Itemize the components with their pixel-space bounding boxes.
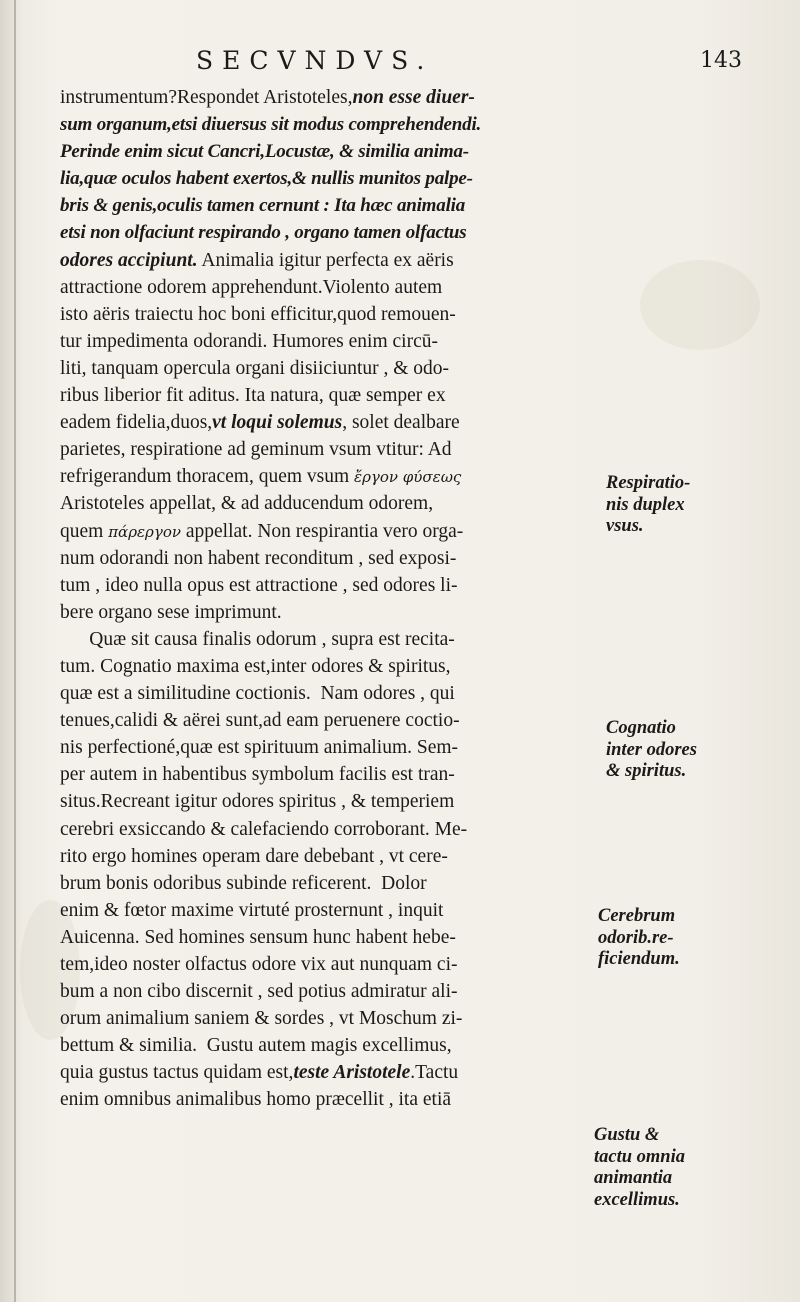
margin-note-line: Cerebrum [598, 906, 676, 926]
text-line [60, 788, 600, 815]
text-line [60, 1032, 600, 1059]
text-run: orum animalium saniem & sordes , vt Moschum zi- [60, 1008, 463, 1030]
text-run: per autem in habentibus symbolum facilis est tran- [60, 764, 455, 786]
italic-run: vt loqui solemus [212, 412, 343, 434]
margin-note-line: nis duplex [606, 494, 685, 515]
text-line [60, 1005, 600, 1032]
text-run: bum a non cibo discernit , sed potius admiratur ali- [60, 981, 458, 1003]
text-run: , solet dealbare [342, 412, 460, 434]
text-run: Animalia igitur perfecta ex aëris [197, 249, 454, 271]
text-line [60, 843, 600, 870]
paper-stain [640, 260, 760, 350]
margin-note-line: Cognatio [606, 718, 676, 738]
italic-run: non esse diuer- [352, 87, 475, 108]
text-run: tum. Cognatio maxima est,inter odores & spiritus, [60, 655, 451, 677]
margin-note-line: & spiritus. [606, 761, 687, 781]
margin-note-line: ficiendum. [598, 949, 680, 969]
text-line [60, 436, 600, 463]
italic-run: odores accipiunt. [60, 249, 198, 271]
text-line [60, 545, 600, 572]
italic-run: teste Aristotele [293, 1062, 411, 1084]
text-line [60, 599, 600, 626]
greek-run: ἔργον φύσεως [354, 468, 462, 487]
text-run: Quæ sit causa finalis odorum , supra est recita- [60, 628, 455, 650]
text-run: ribus liberior fit aditus. Ita natura, quæ semper ex [60, 385, 446, 407]
text-run: rito ergo homines operam dare debebant , vt cere- [60, 845, 448, 867]
margin-note-line: tactu omnia [594, 1146, 685, 1167]
margin-note-cognatio [606, 718, 796, 783]
text-line [60, 897, 600, 924]
text-run: brum bonis odoribus subinde reficerent. Dolor [60, 872, 427, 894]
text-run: bettum & similia. Gustu autem magis excellimus, [60, 1035, 452, 1057]
text-run: instrumentum?Respondet Aristoteles, [60, 87, 353, 108]
text-line [60, 219, 600, 246]
italic-run: lia,quæ oculos habent exertos,& nullis munitos palpe- [60, 168, 473, 190]
text-line [60, 247, 600, 274]
text-line [60, 274, 600, 301]
text-run: eadem fidelia,duos, [60, 412, 213, 434]
margin-note-line: Respiratio- [606, 473, 691, 493]
margin-note-line: odorib.re- [598, 927, 674, 948]
text-run: liti, tanquam opercula organi disiiciuntur , & odo- [60, 357, 450, 379]
text-line [60, 1086, 600, 1113]
text-line [60, 518, 600, 545]
text-run: quæ est a similitudine coctionis. Nam odores , qui [60, 683, 455, 705]
text-line [60, 111, 600, 138]
text-line [60, 978, 600, 1005]
text-run: quem [60, 520, 109, 542]
margin-note-line: Gustu & [594, 1125, 660, 1145]
text-line [60, 924, 600, 951]
text-run: parietes, respiratione ad geminum vsum vtitur: Ad [60, 439, 452, 461]
text-line [60, 138, 600, 165]
text-run: tem,ideo noster olfactus odore vix aut nunquam ci- [60, 954, 458, 975]
margin-note-line: vsus. [606, 516, 644, 536]
text-run: cerebri exsiccando & calefaciendo corroborant. Me- [60, 818, 468, 840]
text-line [60, 84, 600, 111]
text-line [60, 626, 600, 653]
margin-note-respiration [606, 473, 796, 538]
text-run: Aristoteles appellat, & ad adducendum odorem, [60, 493, 434, 515]
text-run: enim & fœtor maxime virtuté prosternunt , inquit [60, 899, 444, 921]
page-number: 143 [700, 48, 742, 73]
margin-note-line: inter odores [606, 739, 697, 760]
page-header [0, 46, 800, 82]
italic-run: sum organum,etsi diuersus sit modus comprehendendi. [60, 114, 482, 136]
text-line [60, 382, 600, 409]
text-line [60, 301, 600, 328]
text-run: quia gustus tactus quidam est, [60, 1062, 294, 1084]
running-head: SECVNDVS. [196, 46, 434, 75]
text-run: enim omnibus animalibus homo præcellit , ita etiā [60, 1089, 452, 1111]
italic-run: Perinde enim sicut Cancri,Locustæ, & similia anima- [60, 141, 469, 163]
text-run: tenues,calidi & aërei sunt,ad eam peruenere coctio- [60, 710, 460, 732]
text-line [60, 463, 600, 490]
text-run: refrigerandum thoracem, quem vsum [60, 466, 355, 488]
text-run: Auicenna. Sed homines sensum hunc habent hebe- [60, 926, 456, 948]
margin-note-cerebrum [598, 906, 788, 971]
text-run: .Tactu [410, 1062, 459, 1084]
greek-run: πάρεργον [108, 522, 181, 541]
text-line [60, 355, 600, 382]
text-run: attractione odorem apprehendunt.Violento autem [60, 276, 443, 298]
text-run: num odorandi non habent reconditum , sed exposi- [60, 547, 457, 569]
italic-run: bris & genis,oculis tamen cernunt : Ita hæc animalia [60, 195, 466, 217]
text-line [60, 165, 600, 192]
text-run: bere organo sese imprimunt. [60, 601, 282, 623]
text-line [60, 409, 600, 436]
text-run: isto aëris traiectu hoc boni efficitur,quod remouen- [60, 303, 456, 325]
text-line [60, 951, 600, 978]
margin-note-line: animantia [594, 1168, 673, 1188]
text-line [60, 707, 600, 734]
text-run: tum , ideo nulla opus est attractione , sed odores li- [60, 574, 458, 596]
text-run: nis perfectioné,quæ est spirituum animalium. Sem- [60, 737, 459, 759]
text-run: tur impedimenta odorandi. Humores enim circū- [60, 330, 438, 352]
text-line [60, 734, 600, 761]
text-line [60, 761, 600, 788]
text-line [60, 680, 600, 707]
text-line [60, 328, 600, 355]
text-line [60, 1059, 600, 1086]
margin-note-gustus [594, 1125, 784, 1211]
binding-gutter [14, 0, 16, 1302]
text-line [60, 572, 600, 599]
text-line [60, 192, 600, 219]
margin-note-line: excellimus. [594, 1189, 680, 1210]
text-line [60, 653, 600, 680]
text-run: appellat. Non respirantia vero orga- [181, 520, 464, 542]
main-text-block [60, 84, 600, 1114]
italic-run: etsi non olfaciunt respirando , organo tamen olfactus [60, 222, 467, 244]
text-line [60, 870, 600, 897]
text-line [60, 490, 600, 517]
text-line [60, 816, 600, 843]
text-run: situs.Recreant igitur odores spiritus , & temperiem [60, 791, 455, 813]
